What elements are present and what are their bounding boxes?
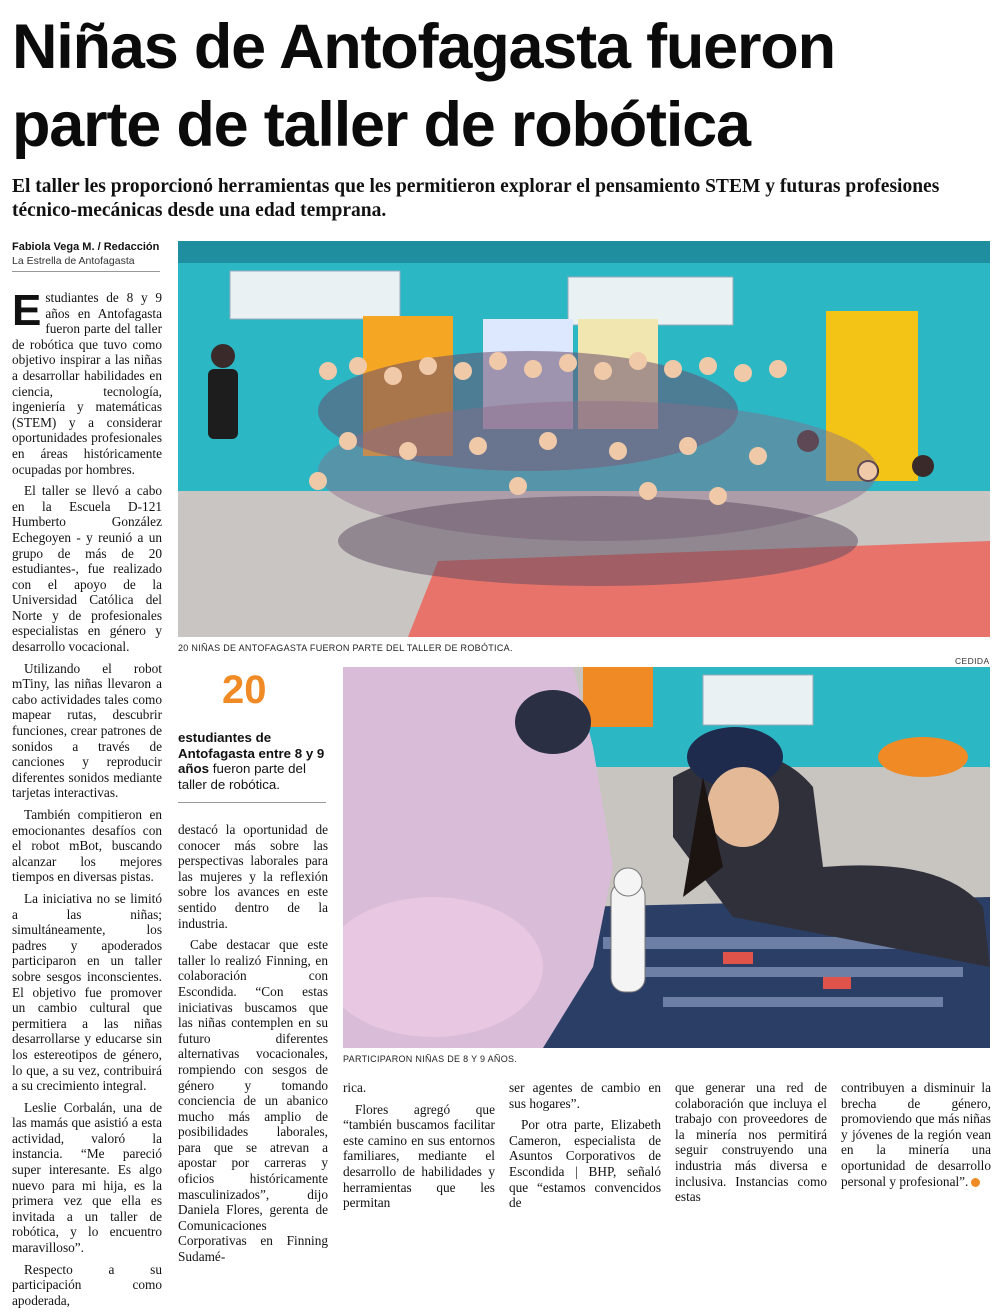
- byline: [12, 240, 162, 268]
- stat-callout: [178, 730, 328, 792]
- robot-photo-illustration: [343, 667, 990, 1048]
- photo-credit: CEDIDA: [955, 656, 990, 666]
- group-photo-illustration: [178, 241, 990, 637]
- column-1: [12, 286, 162, 1314]
- paragraph-10: rica.: [343, 1080, 367, 1095]
- paragraph-12: ser agentes de cambio en sus hogares”.: [509, 1080, 661, 1111]
- byline-author: Fabiola Vega M. / Redacción: [12, 241, 160, 253]
- stat-bold-text: estudiantes de Antofagasta entre 8 y 9 años: [178, 730, 325, 776]
- paragraph-15: contribuyen a disminuir la brecha de género, promoviendo que más niñas y jóvenes de la región vean en la minería una oportunidad de desarrollo personal y profesional”.: [841, 1080, 991, 1189]
- paragraph-6: Leslie Corbalán, una de las mamás que asistió a esta actividad, valoró la instancia. “Me pareció super interesante. Es algo nuevo para mi hija, es la primera vez que ella es invitada a un taller de robótica, y lo encuentro maravilloso”.: [12, 1099, 162, 1256]
- stat-text: fueron parte del taller de robótica.: [178, 761, 306, 792]
- paragraph-14: que generar una red de colaboración que incluya el trabajo con proveedores de la minería nos permitirá seguir construyendo una industria más diversa e inclusiva. Instancias como estas: [675, 1080, 827, 1205]
- byline-publication: La Estrella de Antofagasta: [12, 255, 135, 267]
- robot-photo: [343, 667, 990, 1048]
- paragraph-9: Cabe destacar que este taller lo realizó Finning, en colaboración con Escondida. “Con estas iniciativas buscamos que las niñas contemplen en su futuro diferentes alternativas vocacionales, rompiendo con sesgos de género y tomando conciencia de un abanico mucho más amplio de posibilidades laborales, para que se atrevan a apostar por carreras y oficios históricamente masculinizados”, dijo Daniela Flores, gerenta de Comunicaciones Corporativas en Finning Sudamé-: [178, 937, 328, 1265]
- paragraph-5: La iniciativa no se limitó a las niñas; simultáneamente, los padres y apoderados participaron en un taller sobre sesgos inconscientes. El objetivo fue promover un cambio cultural que permitiera a las niñas desarrollarse y educarse sin los estereotipos de género, lo que, a su vez, contribuirá a su crecimiento integral.: [12, 890, 162, 1094]
- paragraph-8: destacó la oportunidad de conocer más sobre las perspectivas laborales para las mujeres y la reflexión sobre los avances en este sentido dentro de la industria.: [178, 822, 328, 931]
- column-5: [675, 1080, 827, 1211]
- photo-1-caption: 20 NIÑAS DE ANTOFAGASTA FUERON PARTE DEL TALLER DE ROBÓTICA.: [178, 643, 513, 653]
- stat-number: 20: [222, 668, 267, 712]
- paragraph-7: Respecto a su participación como apoderada,: [12, 1261, 162, 1308]
- paragraph-1: Estudiantes de 8 y 9 años en Antofagasta fueron parte del taller de robótica que tuvo como objetivo inspirar a las niñas a desarrollar habilidades en ciencia, tecnología, ingeniería y matemáticas (STEM) y a considerar oportunidades profesionales en áreas históricamente ocupadas por hombres.: [12, 286, 162, 477]
- headline: Niñas de Antofagasta fueron parte de taller de robótica: [12, 12, 835, 160]
- group-photo: [178, 241, 990, 637]
- column-6: [841, 1080, 991, 1195]
- drop-cap: E: [12, 286, 42, 335]
- paragraph-2: El taller se llevó a cabo en la Escuela D-121 Humberto González Echegoyen - y reunió a un grupo de más de 20 estudiantes-, fue realizado con el apoyo de la Universidad Católica del Norte y de profesionales especialistas en género y desarrollo vocacional.: [12, 483, 162, 655]
- column-3: [343, 1080, 495, 1217]
- end-mark-icon: [971, 1178, 980, 1187]
- photo-2-caption: PARTICIPARON NIÑAS DE 8 Y 9 AÑOS.: [343, 1054, 518, 1064]
- paragraph-3: Utilizando el robot mTiny, las niñas llevaron a cabo actividades tales como mapear rutas, descubrir funciones, crear patrones de sonidos a través de canciones y reproducir diferentes sonidos mediante tarjetas interactivas.: [12, 660, 162, 801]
- stat-rule: [178, 802, 326, 803]
- deck-subtitle: El taller les proporcionó herramientas que les permitieron explorar el pensamiento STEM y futuras profesiones técnico-mecánicas desde una edad temprana.: [12, 176, 940, 221]
- byline-rule: [12, 271, 160, 272]
- paragraph-13: Por otra parte, Elizabeth Cameron, especialista de Asuntos Corporativos de Escondida | BHP, señaló que “estamos convencidos de: [509, 1117, 661, 1211]
- paragraph-4: También compitieron en emocionantes desafíos con el robot mBot, buscando alcanzar los mejores tiempos en diversas pistas.: [12, 807, 162, 885]
- column-2: [178, 822, 328, 1271]
- column-4: [509, 1080, 661, 1217]
- paragraph-11: Flores agregó que “también buscamos facilitar este camino en sus entornos familiares, mediante el desarrollo de habilidades y herramientas que les permitan: [343, 1101, 495, 1211]
